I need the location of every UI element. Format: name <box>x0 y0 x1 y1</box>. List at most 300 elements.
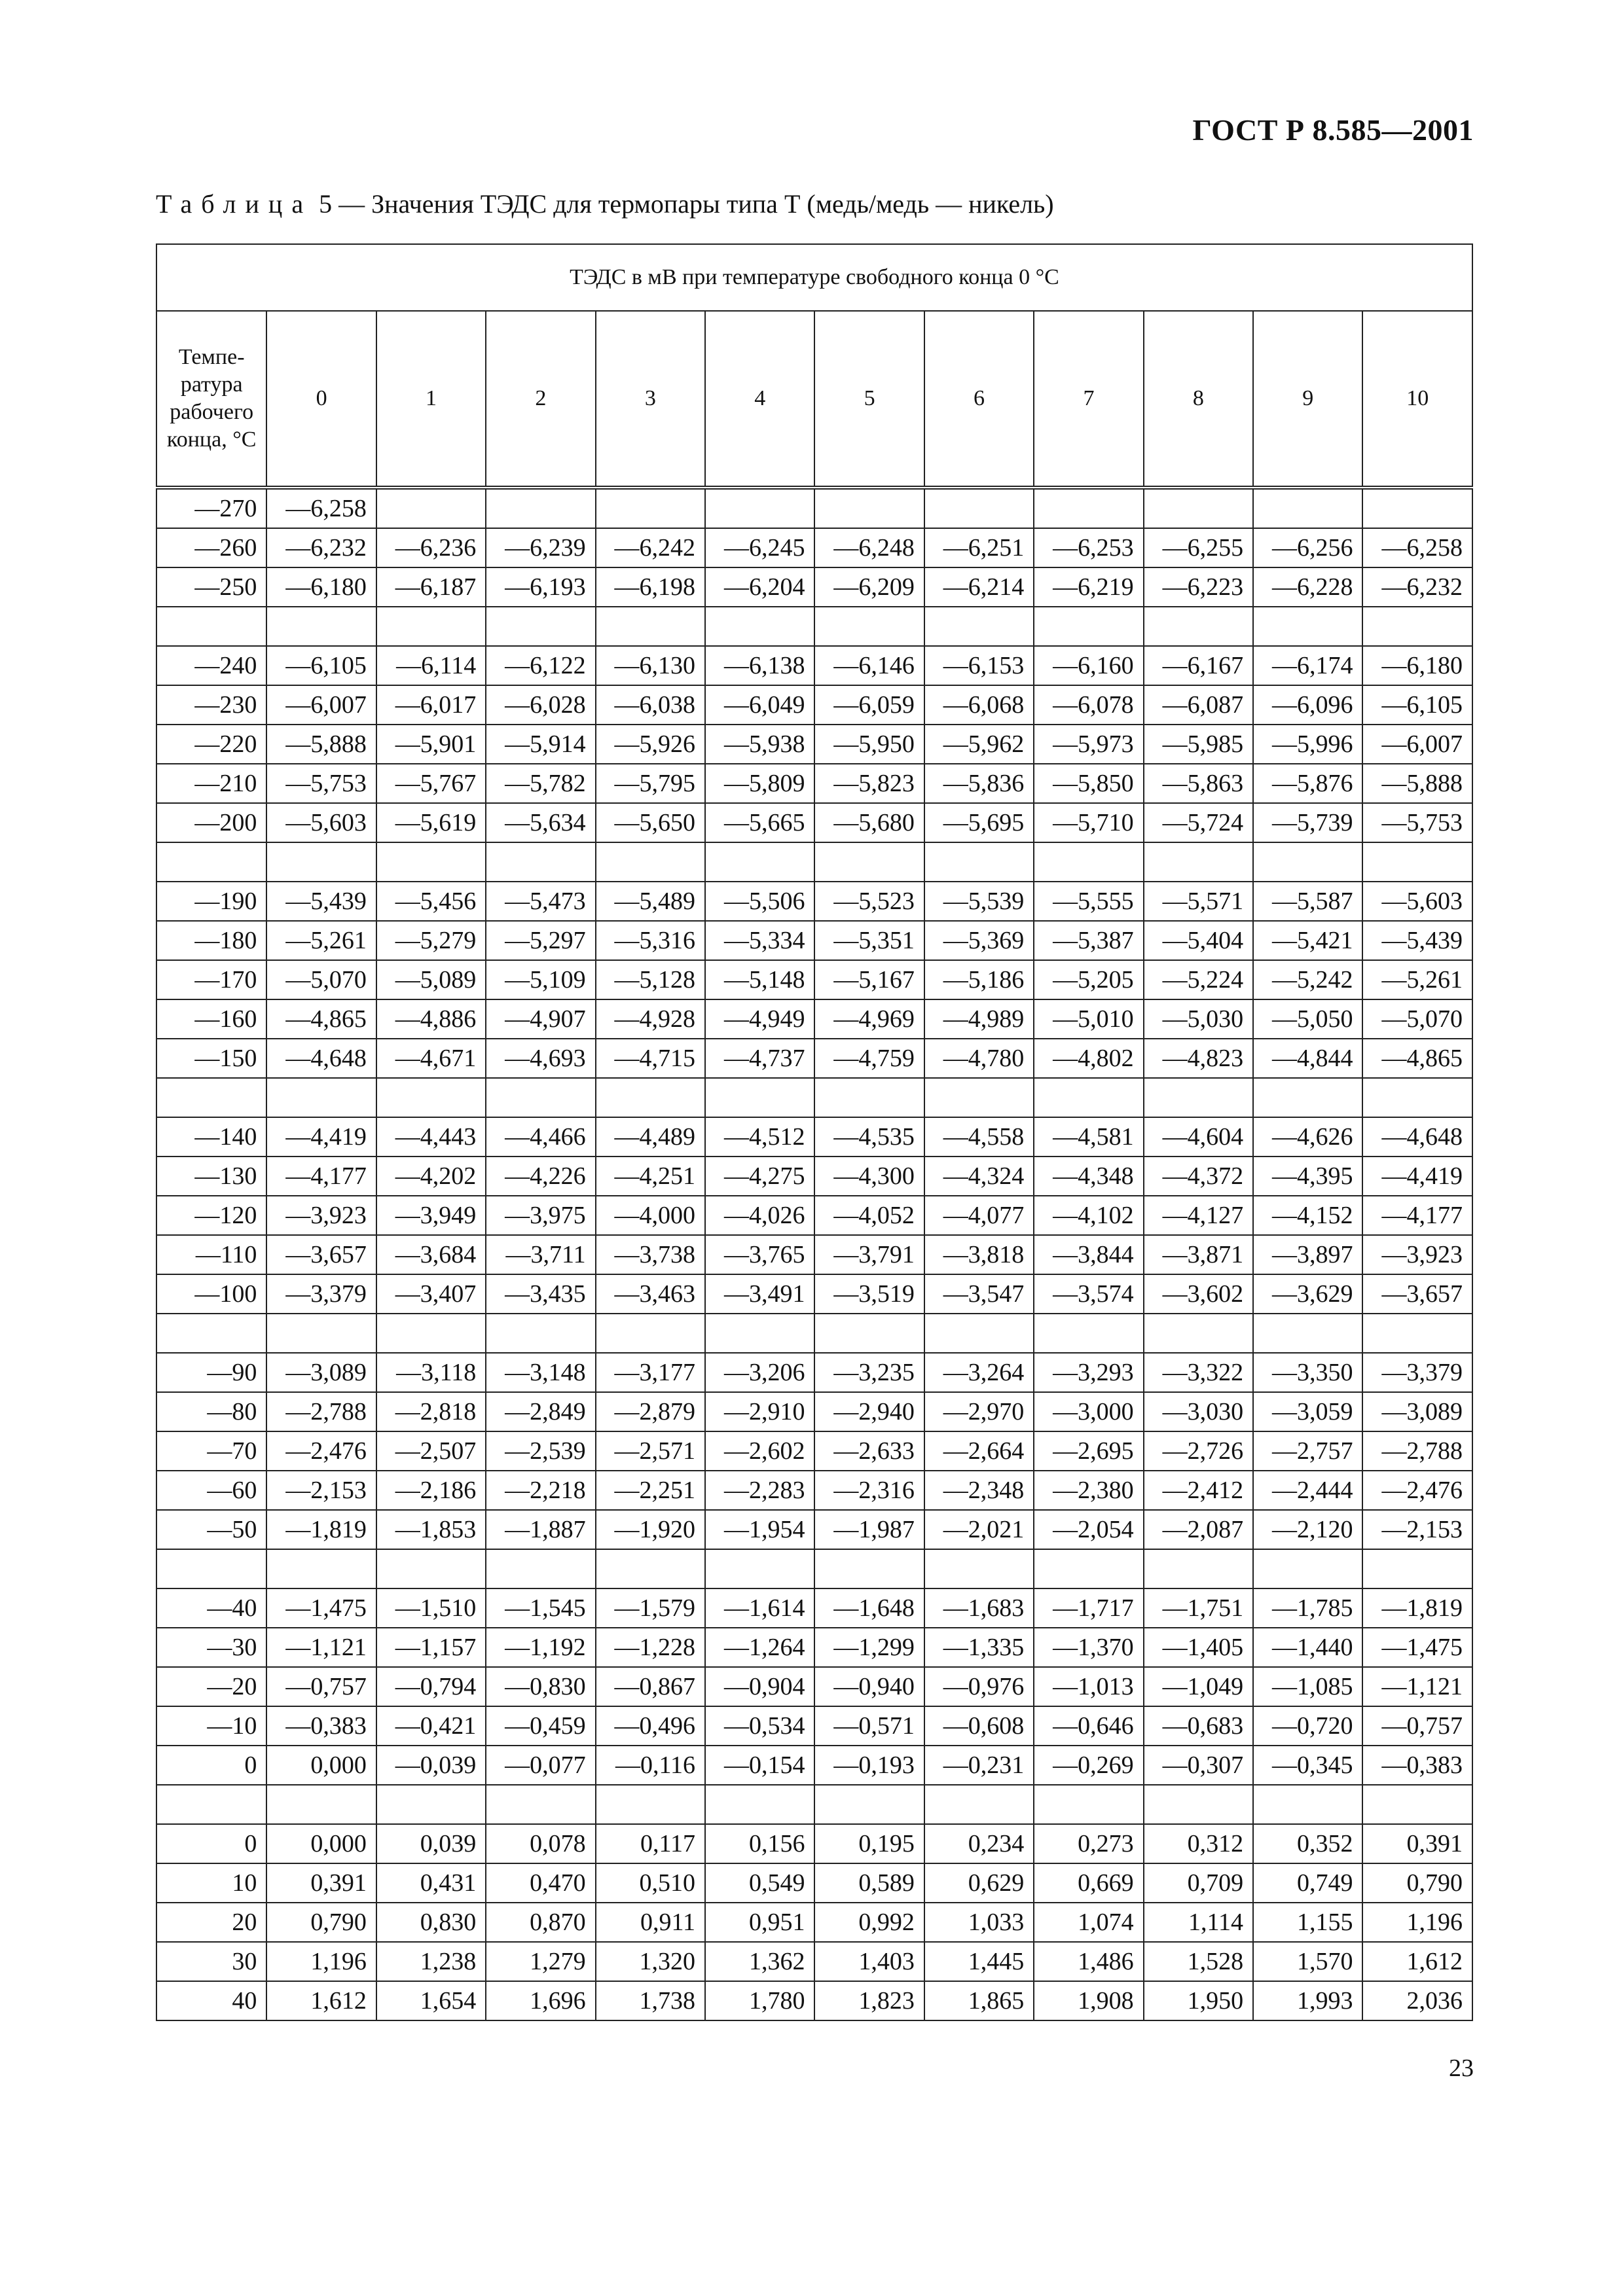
emf-value-cell: —5,695 <box>924 803 1034 842</box>
emf-value-cell: —2,087 <box>1144 1510 1253 1549</box>
emf-value-cell: —5,224 <box>1144 960 1253 999</box>
emf-value-cell: 0,391 <box>266 1863 376 1903</box>
emf-value-cell: —2,849 <box>486 1392 595 1431</box>
emf-value-cell: —4,419 <box>266 1117 376 1157</box>
emf-value-cell: —6,049 <box>705 685 814 725</box>
empty-cell <box>266 1078 376 1117</box>
emf-value-cell: —1,545 <box>486 1588 595 1628</box>
emf-value-cell: —2,186 <box>376 1471 486 1510</box>
empty-cell <box>156 607 266 646</box>
emf-value-cell: —3,379 <box>1362 1353 1472 1392</box>
empty-cell <box>814 1549 924 1588</box>
emf-value-cell: —6,122 <box>486 646 595 685</box>
emf-value-cell <box>705 488 814 528</box>
emf-value-cell: —4,052 <box>814 1196 924 1235</box>
emf-value-cell: —6,219 <box>1034 567 1143 607</box>
emf-value-cell: 1,528 <box>1144 1942 1253 1981</box>
emf-value-cell: —0,345 <box>1253 1746 1362 1785</box>
emf-value-cell: —1,405 <box>1144 1628 1253 1667</box>
emf-value-cell: —5,650 <box>596 803 705 842</box>
emf-value-cell: —4,395 <box>1253 1157 1362 1196</box>
empty-cell <box>1362 1314 1472 1353</box>
table-row <box>156 999 1472 1039</box>
temperature-cell: —150 <box>156 1039 266 1078</box>
table-row <box>156 1824 1472 1863</box>
emf-value-cell: —4,693 <box>486 1039 595 1078</box>
page-number: 23 <box>1449 2054 1474 2082</box>
emf-value-cell: 1,780 <box>705 1981 814 2020</box>
temperature-cell: —270 <box>156 488 266 528</box>
emf-value-cell <box>1034 488 1143 528</box>
emf-value-cell: —5,938 <box>705 725 814 764</box>
spacer-row <box>156 842 1472 882</box>
emf-value-cell: —3,574 <box>1034 1274 1143 1314</box>
table-row <box>156 1942 1472 1981</box>
emf-value-cell: —0,646 <box>1034 1706 1143 1746</box>
column-header: 2 <box>486 311 595 488</box>
emf-value-cell: 1,865 <box>924 1981 1034 2020</box>
emf-value-cell: —2,940 <box>814 1392 924 1431</box>
emf-value-cell: —2,507 <box>376 1431 486 1471</box>
emf-value-cell: —6,114 <box>376 646 486 685</box>
caption-label: Таблица <box>156 189 313 219</box>
emf-value-cell: —5,404 <box>1144 921 1253 960</box>
emf-value-cell: —5,186 <box>924 960 1034 999</box>
emf-value-cell: 0,234 <box>924 1824 1034 1863</box>
emf-value-cell: —3,657 <box>1362 1274 1472 1314</box>
super-header: ТЭДС в мВ при температуре свободного конца 0 °С <box>156 244 1472 311</box>
emf-value-cell: —0,757 <box>1362 1706 1472 1746</box>
emf-value-cell: —4,989 <box>924 999 1034 1039</box>
emf-value-cell: —2,788 <box>266 1392 376 1431</box>
emf-value-cell: 0,000 <box>266 1824 376 1863</box>
emf-value-cell <box>596 488 705 528</box>
column-header: 10 <box>1362 311 1472 488</box>
emf-value-cell: —6,223 <box>1144 567 1253 607</box>
empty-cell <box>814 1078 924 1117</box>
emf-value-cell: —0,830 <box>486 1667 595 1706</box>
empty-cell <box>596 1785 705 1824</box>
emf-value-cell: —6,248 <box>814 528 924 567</box>
empty-cell <box>266 1314 376 1353</box>
emf-value-cell: —5,279 <box>376 921 486 960</box>
emf-value-cell: —4,226 <box>486 1157 595 1196</box>
emf-value-cell: —3,118 <box>376 1353 486 1392</box>
emf-value-cell: —3,435 <box>486 1274 595 1314</box>
emf-value-cell: 1,279 <box>486 1942 595 1981</box>
table-row <box>156 1392 1472 1431</box>
emf-value-cell: 0,431 <box>376 1863 486 1903</box>
emf-value-cell: 0,830 <box>376 1903 486 1942</box>
emf-value-cell: —3,293 <box>1034 1353 1143 1392</box>
emf-value-cell: —1,049 <box>1144 1667 1253 1706</box>
spacer-row <box>156 1078 1472 1117</box>
emf-value-cell: —3,711 <box>486 1235 595 1274</box>
emf-value-cell: —2,348 <box>924 1471 1034 1510</box>
emf-value-cell: —2,633 <box>814 1431 924 1471</box>
emf-value-cell: —2,757 <box>1253 1431 1362 1471</box>
emf-value-cell: —0,039 <box>376 1746 486 1785</box>
table-row <box>156 1510 1472 1549</box>
emf-value-cell <box>814 488 924 528</box>
empty-cell <box>376 842 486 882</box>
temperature-cell: 0 <box>156 1746 266 1785</box>
empty-cell <box>376 1549 486 1588</box>
emf-value-cell: 1,570 <box>1253 1942 1362 1981</box>
table-row <box>156 1903 1472 1942</box>
emf-value-cell: —6,245 <box>705 528 814 567</box>
temperature-cell: —200 <box>156 803 266 842</box>
empty-cell <box>1144 1314 1253 1353</box>
emf-value-cell: 1,403 <box>814 1942 924 1981</box>
emf-value-cell: —5,439 <box>1362 921 1472 960</box>
emf-value-cell: —4,202 <box>376 1157 486 1196</box>
emf-value-cell: —3,350 <box>1253 1353 1362 1392</box>
emf-value-cell: —6,239 <box>486 528 595 567</box>
emf-value-cell: —5,985 <box>1144 725 1253 764</box>
emf-value-cell: 0,273 <box>1034 1824 1143 1863</box>
emf-value-cell: —0,421 <box>376 1706 486 1746</box>
empty-cell <box>1034 1549 1143 1588</box>
emf-value-cell: —6,160 <box>1034 646 1143 685</box>
emf-value-cell: —5,863 <box>1144 764 1253 803</box>
emf-value-cell: —1,299 <box>814 1628 924 1667</box>
emf-value-cell: —5,523 <box>814 882 924 921</box>
emf-value-cell: —2,539 <box>486 1431 595 1471</box>
emf-value-cell: —4,928 <box>596 999 705 1039</box>
table-row <box>156 1471 1472 1510</box>
emf-value-cell: 0,470 <box>486 1863 595 1903</box>
empty-cell <box>1034 842 1143 882</box>
emf-value-cell: —4,535 <box>814 1117 924 1157</box>
emf-value-cell: —3,629 <box>1253 1274 1362 1314</box>
emf-value-cell: —0,307 <box>1144 1746 1253 1785</box>
emf-value-cell: —6,174 <box>1253 646 1362 685</box>
empty-cell <box>596 842 705 882</box>
temperature-cell: —130 <box>156 1157 266 1196</box>
emf-value-cell: —5,603 <box>1362 882 1472 921</box>
emf-value-cell: 0,951 <box>705 1903 814 1942</box>
empty-cell <box>1144 1549 1253 1588</box>
column-header: 1 <box>376 311 486 488</box>
emf-value-cell: —1,614 <box>705 1588 814 1628</box>
emf-value-cell: —5,767 <box>376 764 486 803</box>
emf-value-cell: —0,757 <box>266 1667 376 1706</box>
emf-value-cell: —5,316 <box>596 921 705 960</box>
emf-value-cell: —4,802 <box>1034 1039 1143 1078</box>
empty-cell <box>376 1078 486 1117</box>
empty-cell <box>156 1785 266 1824</box>
emf-value-cell <box>1362 488 1472 528</box>
emf-value-cell: —1,085 <box>1253 1667 1362 1706</box>
empty-cell <box>486 607 595 646</box>
emf-value-cell: 1,738 <box>596 1981 705 2020</box>
emf-value-cell: —0,496 <box>596 1706 705 1746</box>
emf-value-cell: —3,975 <box>486 1196 595 1235</box>
emf-value-cell: —3,844 <box>1034 1235 1143 1274</box>
emf-value-cell: 1,238 <box>376 1942 486 1981</box>
emf-value-cell: 0,790 <box>266 1903 376 1942</box>
emf-value-cell: —2,818 <box>376 1392 486 1431</box>
emf-value-cell: —2,476 <box>1362 1471 1472 1510</box>
emf-value-cell: —4,715 <box>596 1039 705 1078</box>
table-row <box>156 1353 1472 1392</box>
table-row <box>156 1588 1472 1628</box>
emf-value-cell <box>1253 488 1362 528</box>
emf-value-cell: —3,923 <box>266 1196 376 1235</box>
emf-value-cell: —2,120 <box>1253 1510 1362 1549</box>
emf-value-cell: —5,876 <box>1253 764 1362 803</box>
emf-value-cell: —3,547 <box>924 1274 1034 1314</box>
emf-value-cell: —5,030 <box>1144 999 1253 1039</box>
empty-cell <box>705 842 814 882</box>
emf-value-cell: 1,950 <box>1144 1981 1253 2020</box>
emf-value-cell: —0,154 <box>705 1746 814 1785</box>
emf-value-cell <box>486 488 595 528</box>
emf-value-cell: 0,510 <box>596 1863 705 1903</box>
temperature-cell: —100 <box>156 1274 266 1314</box>
empty-cell <box>156 1078 266 1117</box>
empty-cell <box>486 1549 595 1588</box>
emf-value-cell: —2,283 <box>705 1471 814 1510</box>
emf-value-cell: —2,054 <box>1034 1510 1143 1549</box>
temperature-cell: 10 <box>156 1863 266 1903</box>
emf-value-cell: —6,255 <box>1144 528 1253 567</box>
temperature-cell: —170 <box>156 960 266 999</box>
emf-value-cell: —2,602 <box>705 1431 814 1471</box>
spacer-row <box>156 607 1472 646</box>
temperature-cell: —140 <box>156 1117 266 1157</box>
emf-value-cell: —2,412 <box>1144 1471 1253 1510</box>
empty-cell <box>814 1785 924 1824</box>
spacer-row <box>156 1785 1472 1824</box>
emf-value-cell: —4,152 <box>1253 1196 1362 1235</box>
empty-cell <box>705 1785 814 1824</box>
empty-cell <box>924 842 1034 882</box>
emf-value-cell: —1,228 <box>596 1628 705 1667</box>
table-row <box>156 1628 1472 1667</box>
emf-value-cell: —5,603 <box>266 803 376 842</box>
emf-value-cell: —4,737 <box>705 1039 814 1078</box>
table-caption <box>156 188 1054 219</box>
emf-value-cell: —5,070 <box>1362 999 1472 1039</box>
emf-value-cell: —2,726 <box>1144 1431 1253 1471</box>
table-row <box>156 567 1472 607</box>
emf-value-cell: —3,738 <box>596 1235 705 1274</box>
emf-value-cell: —6,007 <box>266 685 376 725</box>
emf-value-cell: —1,475 <box>1362 1628 1472 1667</box>
emf-value-cell: —5,489 <box>596 882 705 921</box>
empty-cell <box>924 1078 1034 1117</box>
emf-value-cell: 0,629 <box>924 1863 1034 1903</box>
emf-value-cell: —3,519 <box>814 1274 924 1314</box>
empty-cell <box>924 1549 1034 1588</box>
temperature-cell: —60 <box>156 1471 266 1510</box>
emf-value-cell: —5,753 <box>266 764 376 803</box>
table-row <box>156 528 1472 567</box>
emf-value-cell: —3,059 <box>1253 1392 1362 1431</box>
emf-value-cell: —0,459 <box>486 1706 595 1746</box>
table-row <box>156 1431 1472 1471</box>
emf-value-cell: —5,926 <box>596 725 705 764</box>
emf-value-cell: —4,907 <box>486 999 595 1039</box>
emf-value-cell: 1,114 <box>1144 1903 1253 1942</box>
emf-value-cell: —5,369 <box>924 921 1034 960</box>
temperature-cell: —210 <box>156 764 266 803</box>
emf-value-cell: —4,759 <box>814 1039 924 1078</box>
empty-cell <box>1253 1549 1362 1588</box>
document-code: ГОСТ Р 8.585—2001 <box>1192 113 1474 147</box>
emf-value-cell: —6,028 <box>486 685 595 725</box>
emf-value-cell: —3,871 <box>1144 1235 1253 1274</box>
emf-value-cell: —5,334 <box>705 921 814 960</box>
emf-value-cell: —3,949 <box>376 1196 486 1235</box>
emf-value-cell: 1,155 <box>1253 1903 1362 1942</box>
empty-cell <box>596 1314 705 1353</box>
emf-value-cell: —5,109 <box>486 960 595 999</box>
temperature-cell: —250 <box>156 567 266 607</box>
table-row <box>156 1157 1472 1196</box>
column-header: 3 <box>596 311 705 488</box>
emf-value-cell: —4,558 <box>924 1117 1034 1157</box>
empty-cell <box>1362 607 1472 646</box>
emf-value-cell: —5,962 <box>924 725 1034 764</box>
emf-value-cell: —6,198 <box>596 567 705 607</box>
emf-value-cell: —4,466 <box>486 1117 595 1157</box>
table-row <box>156 882 1472 921</box>
emf-value-cell: —2,380 <box>1034 1471 1143 1510</box>
empty-cell <box>486 842 595 882</box>
empty-cell <box>156 842 266 882</box>
temperature-cell: —80 <box>156 1392 266 1431</box>
emf-value-cell: —3,148 <box>486 1353 595 1392</box>
emf-value-cell: —5,724 <box>1144 803 1253 842</box>
temperature-cell: —190 <box>156 882 266 921</box>
caption-text: — Значения ТЭДС для термопары типа Т (медь/медь — никель) <box>338 189 1054 219</box>
emf-value-cell: —1,121 <box>1362 1667 1472 1706</box>
emf-value-cell: —1,335 <box>924 1628 1034 1667</box>
temperature-cell: —110 <box>156 1235 266 1274</box>
emf-value-cell: —6,236 <box>376 528 486 567</box>
emf-value-cell: 0,195 <box>814 1824 924 1863</box>
empty-cell <box>266 607 376 646</box>
emf-value-cell: 0,156 <box>705 1824 814 1863</box>
emf-value-cell: —5,261 <box>266 921 376 960</box>
emf-value-cell: —5,205 <box>1034 960 1143 999</box>
emf-value-cell: —5,753 <box>1362 803 1472 842</box>
emf-value-cell: 1,612 <box>1362 1942 1472 1981</box>
emf-value-cell: —1,717 <box>1034 1588 1143 1628</box>
emf-value-cell: —4,324 <box>924 1157 1034 1196</box>
empty-cell <box>814 1314 924 1353</box>
emf-value-cell: —3,657 <box>266 1235 376 1274</box>
emf-value-cell: —5,850 <box>1034 764 1143 803</box>
emf-value-cell: —3,379 <box>266 1274 376 1314</box>
empty-cell <box>1253 607 1362 646</box>
emf-value-cell: 0,117 <box>596 1824 705 1863</box>
emf-value-cell: —5,973 <box>1034 725 1143 764</box>
empty-cell <box>266 1785 376 1824</box>
emf-value-cell: —5,089 <box>376 960 486 999</box>
emf-value-cell: —1,157 <box>376 1628 486 1667</box>
emf-value-cell: —5,680 <box>814 803 924 842</box>
temperature-cell: —50 <box>156 1510 266 1549</box>
super-header-row <box>156 244 1472 311</box>
emf-value-cell: —1,920 <box>596 1510 705 1549</box>
temperature-cell: —90 <box>156 1353 266 1392</box>
emf-value-cell: —5,050 <box>1253 999 1362 1039</box>
emf-value-cell: —2,910 <box>705 1392 814 1431</box>
emf-value-cell: 1,993 <box>1253 1981 1362 2020</box>
emf-value-cell: 0,589 <box>814 1863 924 1903</box>
emf-value-cell: 0,709 <box>1144 1863 1253 1903</box>
emf-value-cell: —1,751 <box>1144 1588 1253 1628</box>
emf-value-cell: —1,013 <box>1034 1667 1143 1706</box>
emf-value-cell: —5,297 <box>486 921 595 960</box>
column-header: 8 <box>1144 311 1253 488</box>
emf-value-cell: —5,587 <box>1253 882 1362 921</box>
empty-cell <box>1253 842 1362 882</box>
temperature-cell: —40 <box>156 1588 266 1628</box>
emf-value-cell: —3,602 <box>1144 1274 1253 1314</box>
emf-value-cell: —5,242 <box>1253 960 1362 999</box>
emf-value-cell: —4,077 <box>924 1196 1034 1235</box>
emf-value-cell: —4,648 <box>1362 1117 1472 1157</box>
emf-value-cell: 0,911 <box>596 1903 705 1942</box>
emf-value-cell: —5,351 <box>814 921 924 960</box>
emf-value-cell: —1,121 <box>266 1628 376 1667</box>
empty-cell <box>1144 842 1253 882</box>
emf-value-cell: —0,683 <box>1144 1706 1253 1746</box>
emf-value-cell <box>376 488 486 528</box>
emf-value-cell: —6,007 <box>1362 725 1472 764</box>
emf-value-cell: —4,372 <box>1144 1157 1253 1196</box>
emf-value-cell: 0,749 <box>1253 1863 1362 1903</box>
table-row <box>156 685 1472 725</box>
emf-value-cell: —3,407 <box>376 1274 486 1314</box>
emf-value-cell: —1,683 <box>924 1588 1034 1628</box>
emf-value-cell: —0,116 <box>596 1746 705 1785</box>
emf-value-cell: —6,167 <box>1144 646 1253 685</box>
emf-value-cell: 1,654 <box>376 1981 486 2020</box>
empty-cell <box>1144 607 1253 646</box>
emf-value-cell: —0,571 <box>814 1706 924 1746</box>
emf-value-cell: —5,782 <box>486 764 595 803</box>
column-header: 0 <box>266 311 376 488</box>
emf-value-cell: —3,897 <box>1253 1235 1362 1274</box>
emf-value-cell: —4,026 <box>705 1196 814 1235</box>
temperature-cell: —30 <box>156 1628 266 1667</box>
emf-value-cell: —6,180 <box>266 567 376 607</box>
emf-value-cell: —4,865 <box>266 999 376 1039</box>
emf-value-cell: —4,648 <box>266 1039 376 1078</box>
temperature-cell: 0 <box>156 1824 266 1863</box>
emf-value-cell: —2,970 <box>924 1392 1034 1431</box>
emf-value-cell: —2,788 <box>1362 1431 1472 1471</box>
emf-value-cell: —2,476 <box>266 1431 376 1471</box>
emf-value-cell: —0,904 <box>705 1667 814 1706</box>
emf-value-cell: —6,258 <box>1362 528 1472 567</box>
emf-value-cell: —2,021 <box>924 1510 1034 1549</box>
column-header: 7 <box>1034 311 1143 488</box>
emf-value-cell: —4,823 <box>1144 1039 1253 1078</box>
emf-value-cell: —2,218 <box>486 1471 595 1510</box>
emf-value-cell: —5,619 <box>376 803 486 842</box>
emf-value-cell: 1,908 <box>1034 1981 1143 2020</box>
empty-cell <box>1362 1078 1472 1117</box>
emf-value-cell: —4,177 <box>266 1157 376 1196</box>
emf-value-cell: —0,534 <box>705 1706 814 1746</box>
